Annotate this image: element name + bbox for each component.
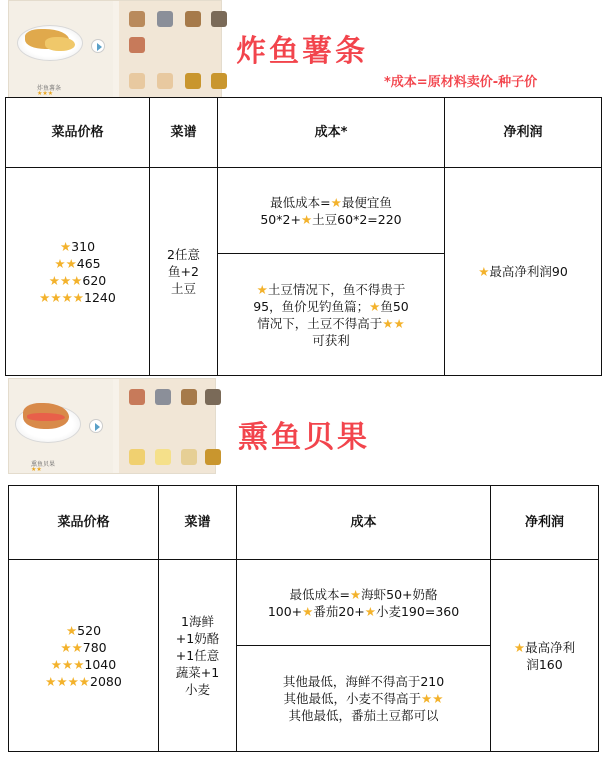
cost-min-cell: 最低成本=★最便宜鱼 50*2+★土豆60*2=220 — [218, 168, 445, 254]
grill-icon-2 — [155, 389, 171, 405]
dish1-title: 炸鱼薯条 — [236, 34, 368, 69]
fish-icon — [129, 73, 145, 89]
stall-icon-2 — [205, 389, 221, 405]
dish1-table — [5, 97, 602, 376]
price-4star: ★★★★1240 — [39, 289, 116, 305]
price-4star: ★★★★2080 — [45, 673, 122, 689]
thumb-stars: ★★★ — [37, 90, 54, 97]
game-screenshot-1 — [8, 0, 222, 98]
ingredient-panel-2 — [119, 379, 215, 473]
price-1star: ★520 — [65, 622, 102, 638]
recipe-cell: 2任意 鱼+2 土豆 — [150, 168, 218, 376]
game-screenshot-2 — [8, 378, 216, 474]
play-icon-2[interactable] — [89, 419, 103, 433]
profit-cell: ★最高净利润90 — [445, 168, 602, 376]
price-3star: ★★★1040 — [50, 656, 117, 672]
thumb-dish-name-2: 熏鱼贝果 — [31, 461, 56, 468]
cost-condition-cell-2: 其他最低，海鲜不得高于210 其他最低，小麦不得高于★★ 其他最低，番茄土豆都可以 — [237, 646, 491, 752]
header-recipe-2: 菜谱 — [159, 486, 237, 560]
cost-note: *成本=原材料卖价-种子价 — [384, 75, 538, 90]
ingredient-panel — [119, 1, 221, 97]
chef-icon-2 — [129, 389, 145, 405]
header-profit: 净利润 — [445, 98, 602, 168]
recipe-cell-2: 1海鲜 +1奶酪 +1任意 蔬菜+1 小麦 — [159, 560, 237, 752]
stove-icon — [129, 11, 145, 27]
fish-icon-2 — [157, 73, 173, 89]
header-recipe: 菜谱 — [150, 98, 218, 168]
potato-icon-2 — [211, 73, 227, 89]
pot-icon — [185, 11, 201, 27]
profit-cell-2: ★最高净利 润160 — [491, 560, 599, 752]
header-price-2: 菜品价格 — [9, 486, 159, 560]
header-cost: 成本* — [218, 98, 445, 168]
fries-icon — [45, 37, 75, 51]
price-cell — [6, 168, 150, 376]
price-cell-2 — [9, 560, 159, 752]
dish-preview-panel-2 — [9, 379, 113, 473]
thumb-dish-name: 炸鱼薯条 — [37, 85, 62, 92]
thumb-stars-2: ★★ — [31, 466, 42, 473]
dish2-title: 熏鱼贝果 — [238, 420, 370, 455]
wheat-icon — [181, 449, 197, 465]
price-3star: ★★★620 — [48, 272, 107, 288]
price-2star: ★★780 — [60, 639, 107, 655]
cost-condition-cell: ★土豆情况下，鱼不得贵于 95，鱼价见钓鱼篇；★鱼50 情况下，土豆不得高于★★ 可获利 — [218, 254, 445, 376]
cost-min-cell-2: 最低成本=★海虾50+奶酪 100+★番茄20+★小麦190=360 — [237, 560, 491, 646]
pot-icon-2 — [181, 389, 197, 405]
box-icon — [205, 449, 221, 465]
grill-icon — [157, 11, 173, 27]
potato-icon — [185, 73, 201, 89]
header-price: 菜品价格 — [6, 98, 150, 168]
price-1star: ★310 — [59, 238, 96, 254]
header-profit-2: 净利润 — [491, 486, 599, 560]
stall-icon — [211, 11, 227, 27]
play-icon[interactable] — [91, 39, 105, 53]
butter-icon — [155, 449, 171, 465]
cheese-icon — [129, 449, 145, 465]
dish2-table — [8, 485, 599, 752]
dish-preview-panel — [9, 1, 113, 97]
header-cost-2: 成本 — [237, 486, 491, 560]
price-2star: ★★465 — [54, 255, 101, 271]
chef-icon — [129, 37, 145, 53]
salmon-icon — [27, 413, 65, 421]
